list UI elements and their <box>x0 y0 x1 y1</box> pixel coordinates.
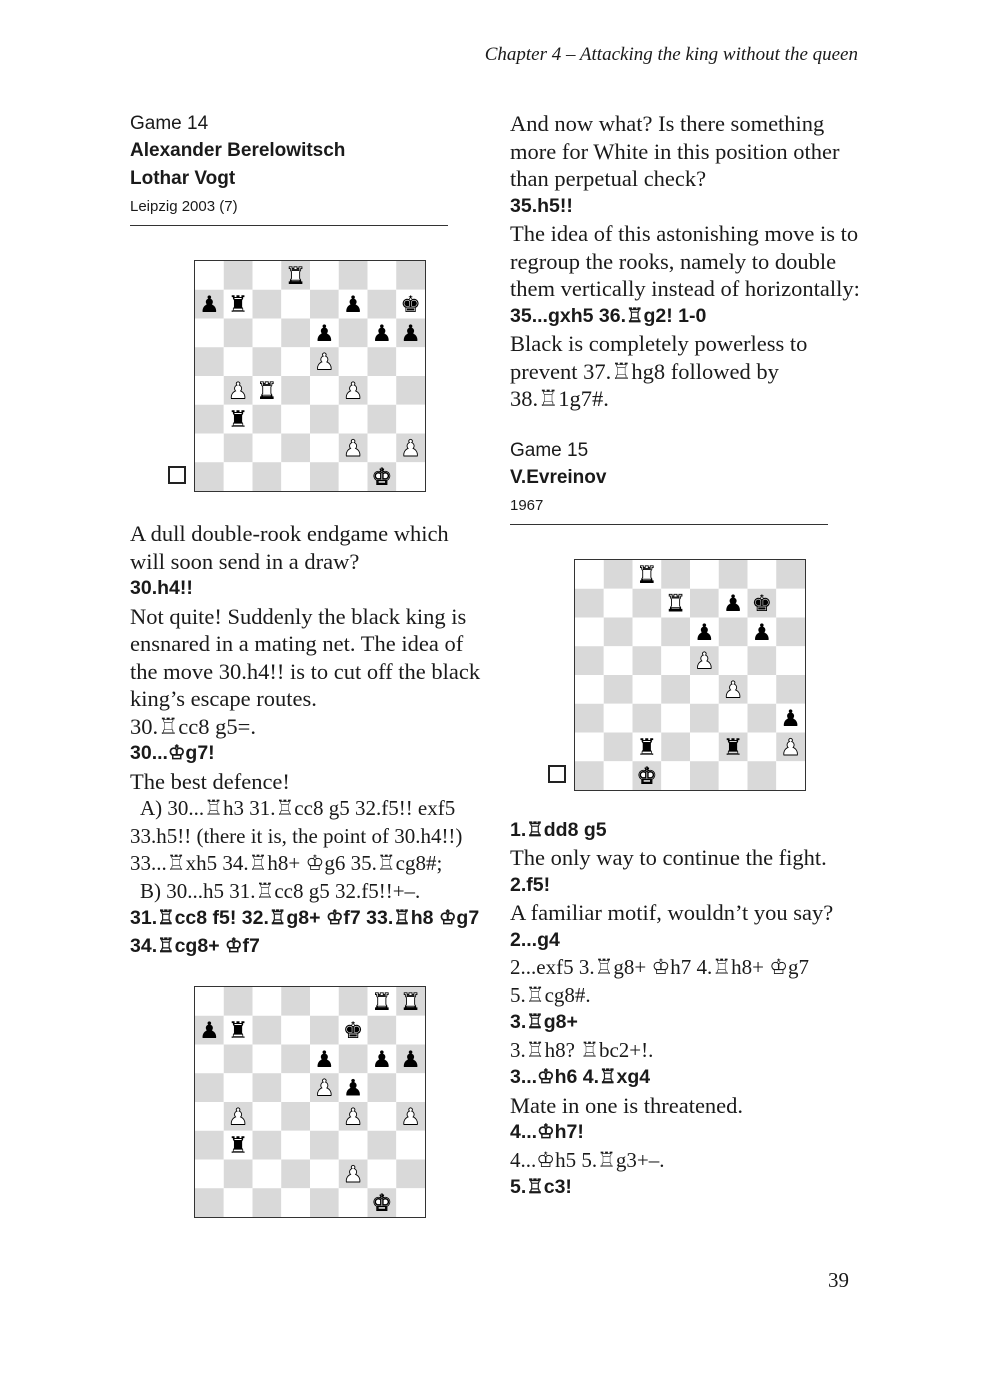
square-g5 <box>368 347 397 376</box>
square-a6 <box>575 617 604 646</box>
square-d1 <box>661 761 690 790</box>
square-a6 <box>195 319 224 348</box>
square-a2 <box>195 1160 224 1189</box>
square-g2 <box>368 434 397 463</box>
divider <box>130 225 448 226</box>
square-d8 <box>281 987 310 1016</box>
white-pawn-icon: ♟ <box>342 1104 364 1131</box>
square-a3 <box>195 1131 224 1160</box>
square-h1 <box>776 761 805 790</box>
square-h7 <box>776 588 805 617</box>
square-g3 <box>368 1131 397 1160</box>
black-rook-icon: ♜ <box>227 407 249 434</box>
chess-diagram <box>130 260 448 492</box>
white-rook-icon: ♜ <box>371 989 393 1016</box>
running-head: Chapter 4 – Attacking the king without the queen <box>484 44 858 65</box>
square-h6 <box>776 617 805 646</box>
move-line: 35.h5!! <box>510 194 573 217</box>
square-d4 <box>281 376 310 405</box>
square-a4 <box>575 675 604 704</box>
white-pawn-icon: ♟ <box>342 435 364 462</box>
white-to-move-indicator <box>548 765 566 783</box>
annotation-text: Black is completely powerless to prevent 37.♖hg8 followed by 38.♖1g7#. <box>510 331 808 411</box>
square-a5 <box>575 646 604 675</box>
move-line: 4...♔h7! <box>510 1121 584 1143</box>
square-e8 <box>690 560 719 589</box>
square-g3 <box>368 405 397 434</box>
variation-b: B) 30...h5 31.♖cc8 g5 32.f5!!+–. <box>140 878 421 903</box>
square-g8 <box>748 560 777 589</box>
square-b6 <box>224 1045 253 1074</box>
move-line: 3.♖g8+ <box>510 1011 578 1033</box>
square-f8 <box>339 987 368 1016</box>
square-g2 <box>748 732 777 761</box>
white-player: Alexander Berelowitsch <box>130 140 346 161</box>
square-d6 <box>661 617 690 646</box>
square-b2 <box>604 732 633 761</box>
square-g7 <box>368 1016 397 1045</box>
square-b2 <box>224 1160 253 1189</box>
square-a8 <box>575 560 604 589</box>
square-e3 <box>310 405 339 434</box>
black-pawn-icon: ♟ <box>314 1046 335 1073</box>
white-pawn-icon: ♟ <box>227 1104 249 1131</box>
square-d7 <box>281 290 310 319</box>
white-king-icon: ♚ <box>636 763 658 790</box>
annotation-text: The best defence! <box>130 768 290 794</box>
square-a2 <box>195 434 224 463</box>
move-line: 3...♔h6 4.♖xg4 <box>510 1066 651 1088</box>
move-line: 2.f5! <box>510 873 551 896</box>
black-pawn-icon: ♟ <box>342 1075 364 1102</box>
square-a1 <box>195 1188 224 1217</box>
square-e7 <box>310 290 339 319</box>
square-e2 <box>310 434 339 463</box>
square-c6 <box>253 319 282 348</box>
square-g5 <box>368 1073 397 1102</box>
chess-diagram <box>130 986 448 1218</box>
square-d1 <box>281 462 310 491</box>
black-rook-icon: ♜ <box>227 1133 249 1160</box>
annotation-text: Mate in one is threatened. <box>510 1092 744 1118</box>
square-d8 <box>661 560 690 589</box>
square-c3 <box>253 405 282 434</box>
annotation-text: Not quite! Suddenly the black king is ensnared in a mating net. The idea of the move 30.h4!! is to cut off the black king’s escape routes. <box>130 603 481 711</box>
square-f6 <box>719 617 748 646</box>
black-pawn-icon: ♟ <box>371 1046 393 1073</box>
square-a3 <box>195 405 224 434</box>
square-h1 <box>396 1188 425 1217</box>
square-c3 <box>633 703 662 732</box>
white-player: V.Evreinov <box>510 466 607 488</box>
page-number: 39 <box>828 1268 849 1292</box>
event-info: Leipzig 2003 (7) <box>130 198 238 215</box>
square-e4 <box>690 675 719 704</box>
black-king-icon: ♚ <box>751 590 773 617</box>
square-h2 <box>396 1160 425 1189</box>
annotation-text: The only way to continue the fight. <box>510 845 827 870</box>
square-d3 <box>281 405 310 434</box>
square-f6 <box>339 1045 368 1074</box>
annotation-text: A dull double-rook endgame which will soon send in a draw? <box>130 521 449 574</box>
square-e1 <box>690 761 719 790</box>
square-c8 <box>253 261 282 290</box>
square-e2 <box>310 1160 339 1189</box>
square-b5 <box>224 347 253 376</box>
square-a2 <box>575 732 604 761</box>
game-number: Game 14 <box>130 113 209 134</box>
square-h5 <box>396 347 425 376</box>
square-f8 <box>719 560 748 589</box>
square-f8 <box>339 261 368 290</box>
square-f1 <box>339 462 368 491</box>
square-d1 <box>281 1188 310 1217</box>
square-e2 <box>690 732 719 761</box>
square-f6 <box>339 319 368 348</box>
variation-text: 5.♖cg8#. <box>510 982 591 1007</box>
event-info: 1967 <box>510 496 544 514</box>
square-c7 <box>633 588 662 617</box>
chessboard <box>194 260 426 492</box>
chess-diagram <box>510 559 828 791</box>
square-f3 <box>719 703 748 732</box>
divider <box>510 524 828 525</box>
square-a6 <box>195 1045 224 1074</box>
square-c7 <box>253 290 282 319</box>
square-d3 <box>661 703 690 732</box>
square-g8 <box>368 261 397 290</box>
variation-text: 30.♖cc8 g5=. <box>130 713 256 739</box>
black-pawn-icon: ♟ <box>780 705 801 732</box>
square-a8 <box>195 261 224 290</box>
white-king-icon: ♚ <box>371 464 393 491</box>
square-c1 <box>253 462 282 491</box>
black-rook-icon: ♜ <box>722 734 744 761</box>
black-pawn-icon: ♟ <box>694 619 715 646</box>
white-to-move-indicator <box>168 466 186 484</box>
black-king-icon: ♚ <box>342 1018 364 1045</box>
square-h5 <box>396 1073 425 1102</box>
white-pawn-icon: ♟ <box>694 648 715 675</box>
square-d2 <box>661 732 690 761</box>
square-b1 <box>224 462 253 491</box>
black-pawn-icon: ♟ <box>722 590 744 617</box>
white-pawn-icon: ♟ <box>342 1161 364 1188</box>
variation-text: 2...exf5 3.♖g8+ ♔h7 4.♖h8+ ♔g7 <box>510 955 810 979</box>
square-f1 <box>339 1188 368 1217</box>
black-king-icon: ♚ <box>400 292 421 319</box>
square-b6 <box>604 617 633 646</box>
square-c6 <box>253 1045 282 1074</box>
square-b7 <box>604 588 633 617</box>
square-h7 <box>396 1016 425 1045</box>
white-rook-icon: ♜ <box>636 561 658 588</box>
square-d4 <box>661 675 690 704</box>
square-h4 <box>396 376 425 405</box>
move-line: 5.♖c3! <box>510 1176 572 1198</box>
white-king-icon: ♚ <box>371 1190 393 1217</box>
square-e3 <box>310 1131 339 1160</box>
square-f5 <box>339 347 368 376</box>
square-h5 <box>776 646 805 675</box>
move-line: 31.♖cc8 f5! 32.♖g8+ ♔f7 33.♖h8 ♔g7 34.♖cg8+ ♔f7 <box>130 907 480 957</box>
move-line: 30...♔g7! <box>130 742 215 764</box>
square-d7 <box>281 1016 310 1045</box>
square-d5 <box>281 1073 310 1102</box>
square-e4 <box>310 1102 339 1131</box>
square-b5 <box>604 646 633 675</box>
square-h1 <box>396 462 425 491</box>
square-g2 <box>368 1160 397 1189</box>
annotation-text: The idea of this astonishing move is to regroup the rooks, namely to double them vertically instead of horizontally: <box>510 221 860 301</box>
square-e1 <box>310 462 339 491</box>
square-c7 <box>253 1016 282 1045</box>
variation-a-cont: 33...♖xh5 34.♖h8+ ♔g6 35.♖cg8#; <box>130 851 443 875</box>
square-g7 <box>368 290 397 319</box>
square-b8 <box>224 261 253 290</box>
variation-a: A) 30...♖h3 31.♖cc8 g5 32.f5!! exf5 <box>140 796 456 820</box>
square-b2 <box>224 434 253 463</box>
square-a5 <box>195 1073 224 1102</box>
square-g3 <box>748 703 777 732</box>
annotation-text: A familiar motif, wouldn’t you say? <box>510 900 834 925</box>
square-c8 <box>253 987 282 1016</box>
variation-text: 4...♔h5 5.♖g3+–. <box>510 1147 665 1172</box>
black-pawn-icon: ♟ <box>400 320 421 347</box>
black-pawn-icon: ♟ <box>199 292 220 319</box>
square-c4 <box>253 1102 282 1131</box>
left-column <box>130 110 482 1218</box>
right-column <box>510 110 862 1202</box>
white-pawn-icon: ♟ <box>400 1104 421 1131</box>
white-rook-icon: ♜ <box>256 378 278 405</box>
square-b1 <box>604 761 633 790</box>
square-c2 <box>253 434 282 463</box>
chessboard <box>194 986 426 1218</box>
white-pawn-icon: ♟ <box>780 734 801 761</box>
square-f1 <box>719 761 748 790</box>
white-pawn-icon: ♟ <box>342 378 364 405</box>
square-b1 <box>224 1188 253 1217</box>
square-a7 <box>575 588 604 617</box>
square-c2 <box>253 1160 282 1189</box>
white-rook-icon: ♜ <box>665 590 686 617</box>
black-pawn-icon: ♟ <box>199 1018 220 1045</box>
white-pawn-icon: ♟ <box>227 378 249 405</box>
square-a1 <box>575 761 604 790</box>
black-pawn-icon: ♟ <box>751 619 773 646</box>
square-a4 <box>195 376 224 405</box>
black-pawn-icon: ♟ <box>314 320 335 347</box>
variation-text: 3.♖h8? ♖bc2+!. <box>510 1037 654 1062</box>
white-pawn-icon: ♟ <box>400 435 421 462</box>
square-c5 <box>253 347 282 376</box>
square-b8 <box>604 560 633 589</box>
white-pawn-icon: ♟ <box>722 676 744 703</box>
white-rook-icon: ♜ <box>285 263 306 290</box>
variation-a-cont: 33.h5!! (there it is, the point of 30.h4!!) <box>130 823 463 848</box>
square-d5 <box>661 646 690 675</box>
square-g4 <box>368 376 397 405</box>
annotation-text: And now what? Is there something more for White in this position other than perpetual check? <box>510 111 840 191</box>
move-line: 30.h4!! <box>130 577 193 599</box>
square-a5 <box>195 347 224 376</box>
square-e4 <box>310 376 339 405</box>
square-d5 <box>281 347 310 376</box>
black-pawn-icon: ♟ <box>371 320 393 347</box>
square-d6 <box>281 1045 310 1074</box>
black-pawn-icon: ♟ <box>400 1046 421 1073</box>
square-e7 <box>310 1016 339 1045</box>
square-b4 <box>604 675 633 704</box>
square-a1 <box>195 462 224 491</box>
square-b8 <box>224 987 253 1016</box>
move-line: 1.♖dd8 g5 <box>510 818 607 841</box>
square-c6 <box>633 617 662 646</box>
white-pawn-icon: ♟ <box>314 1075 335 1102</box>
square-e8 <box>310 987 339 1016</box>
white-rook-icon: ♜ <box>400 989 421 1016</box>
square-g4 <box>368 1102 397 1131</box>
chessboard <box>574 559 806 791</box>
square-d2 <box>281 434 310 463</box>
black-player: Lothar Vogt <box>130 168 236 189</box>
square-f3 <box>339 1131 368 1160</box>
square-e8 <box>310 261 339 290</box>
square-h3 <box>396 1131 425 1160</box>
square-h3 <box>396 405 425 434</box>
black-rook-icon: ♜ <box>227 292 249 319</box>
square-f5 <box>719 646 748 675</box>
square-g4 <box>748 675 777 704</box>
game-number: Game 15 <box>510 439 589 461</box>
square-h8 <box>776 560 805 589</box>
black-pawn-icon: ♟ <box>342 292 364 319</box>
square-c5 <box>253 1073 282 1102</box>
square-d3 <box>281 1131 310 1160</box>
move-line: 35...gxh5 36.♖g2! 1-0 <box>510 304 707 327</box>
square-d6 <box>281 319 310 348</box>
square-h8 <box>396 261 425 290</box>
square-c3 <box>253 1131 282 1160</box>
square-e3 <box>690 703 719 732</box>
square-c1 <box>253 1188 282 1217</box>
black-rook-icon: ♜ <box>227 1018 249 1045</box>
square-h4 <box>776 675 805 704</box>
white-pawn-icon: ♟ <box>314 349 335 376</box>
square-c5 <box>633 646 662 675</box>
square-e1 <box>310 1188 339 1217</box>
square-b5 <box>224 1073 253 1102</box>
square-f3 <box>339 405 368 434</box>
square-b3 <box>604 703 633 732</box>
square-a3 <box>575 703 604 732</box>
square-b6 <box>224 319 253 348</box>
square-g1 <box>748 761 777 790</box>
square-a4 <box>195 1102 224 1131</box>
square-e7 <box>690 588 719 617</box>
move-line: 2...g4 <box>510 928 560 951</box>
square-d4 <box>281 1102 310 1131</box>
square-g5 <box>748 646 777 675</box>
square-d2 <box>281 1160 310 1189</box>
black-rook-icon: ♜ <box>636 734 658 761</box>
square-a8 <box>195 987 224 1016</box>
square-c4 <box>633 675 662 704</box>
